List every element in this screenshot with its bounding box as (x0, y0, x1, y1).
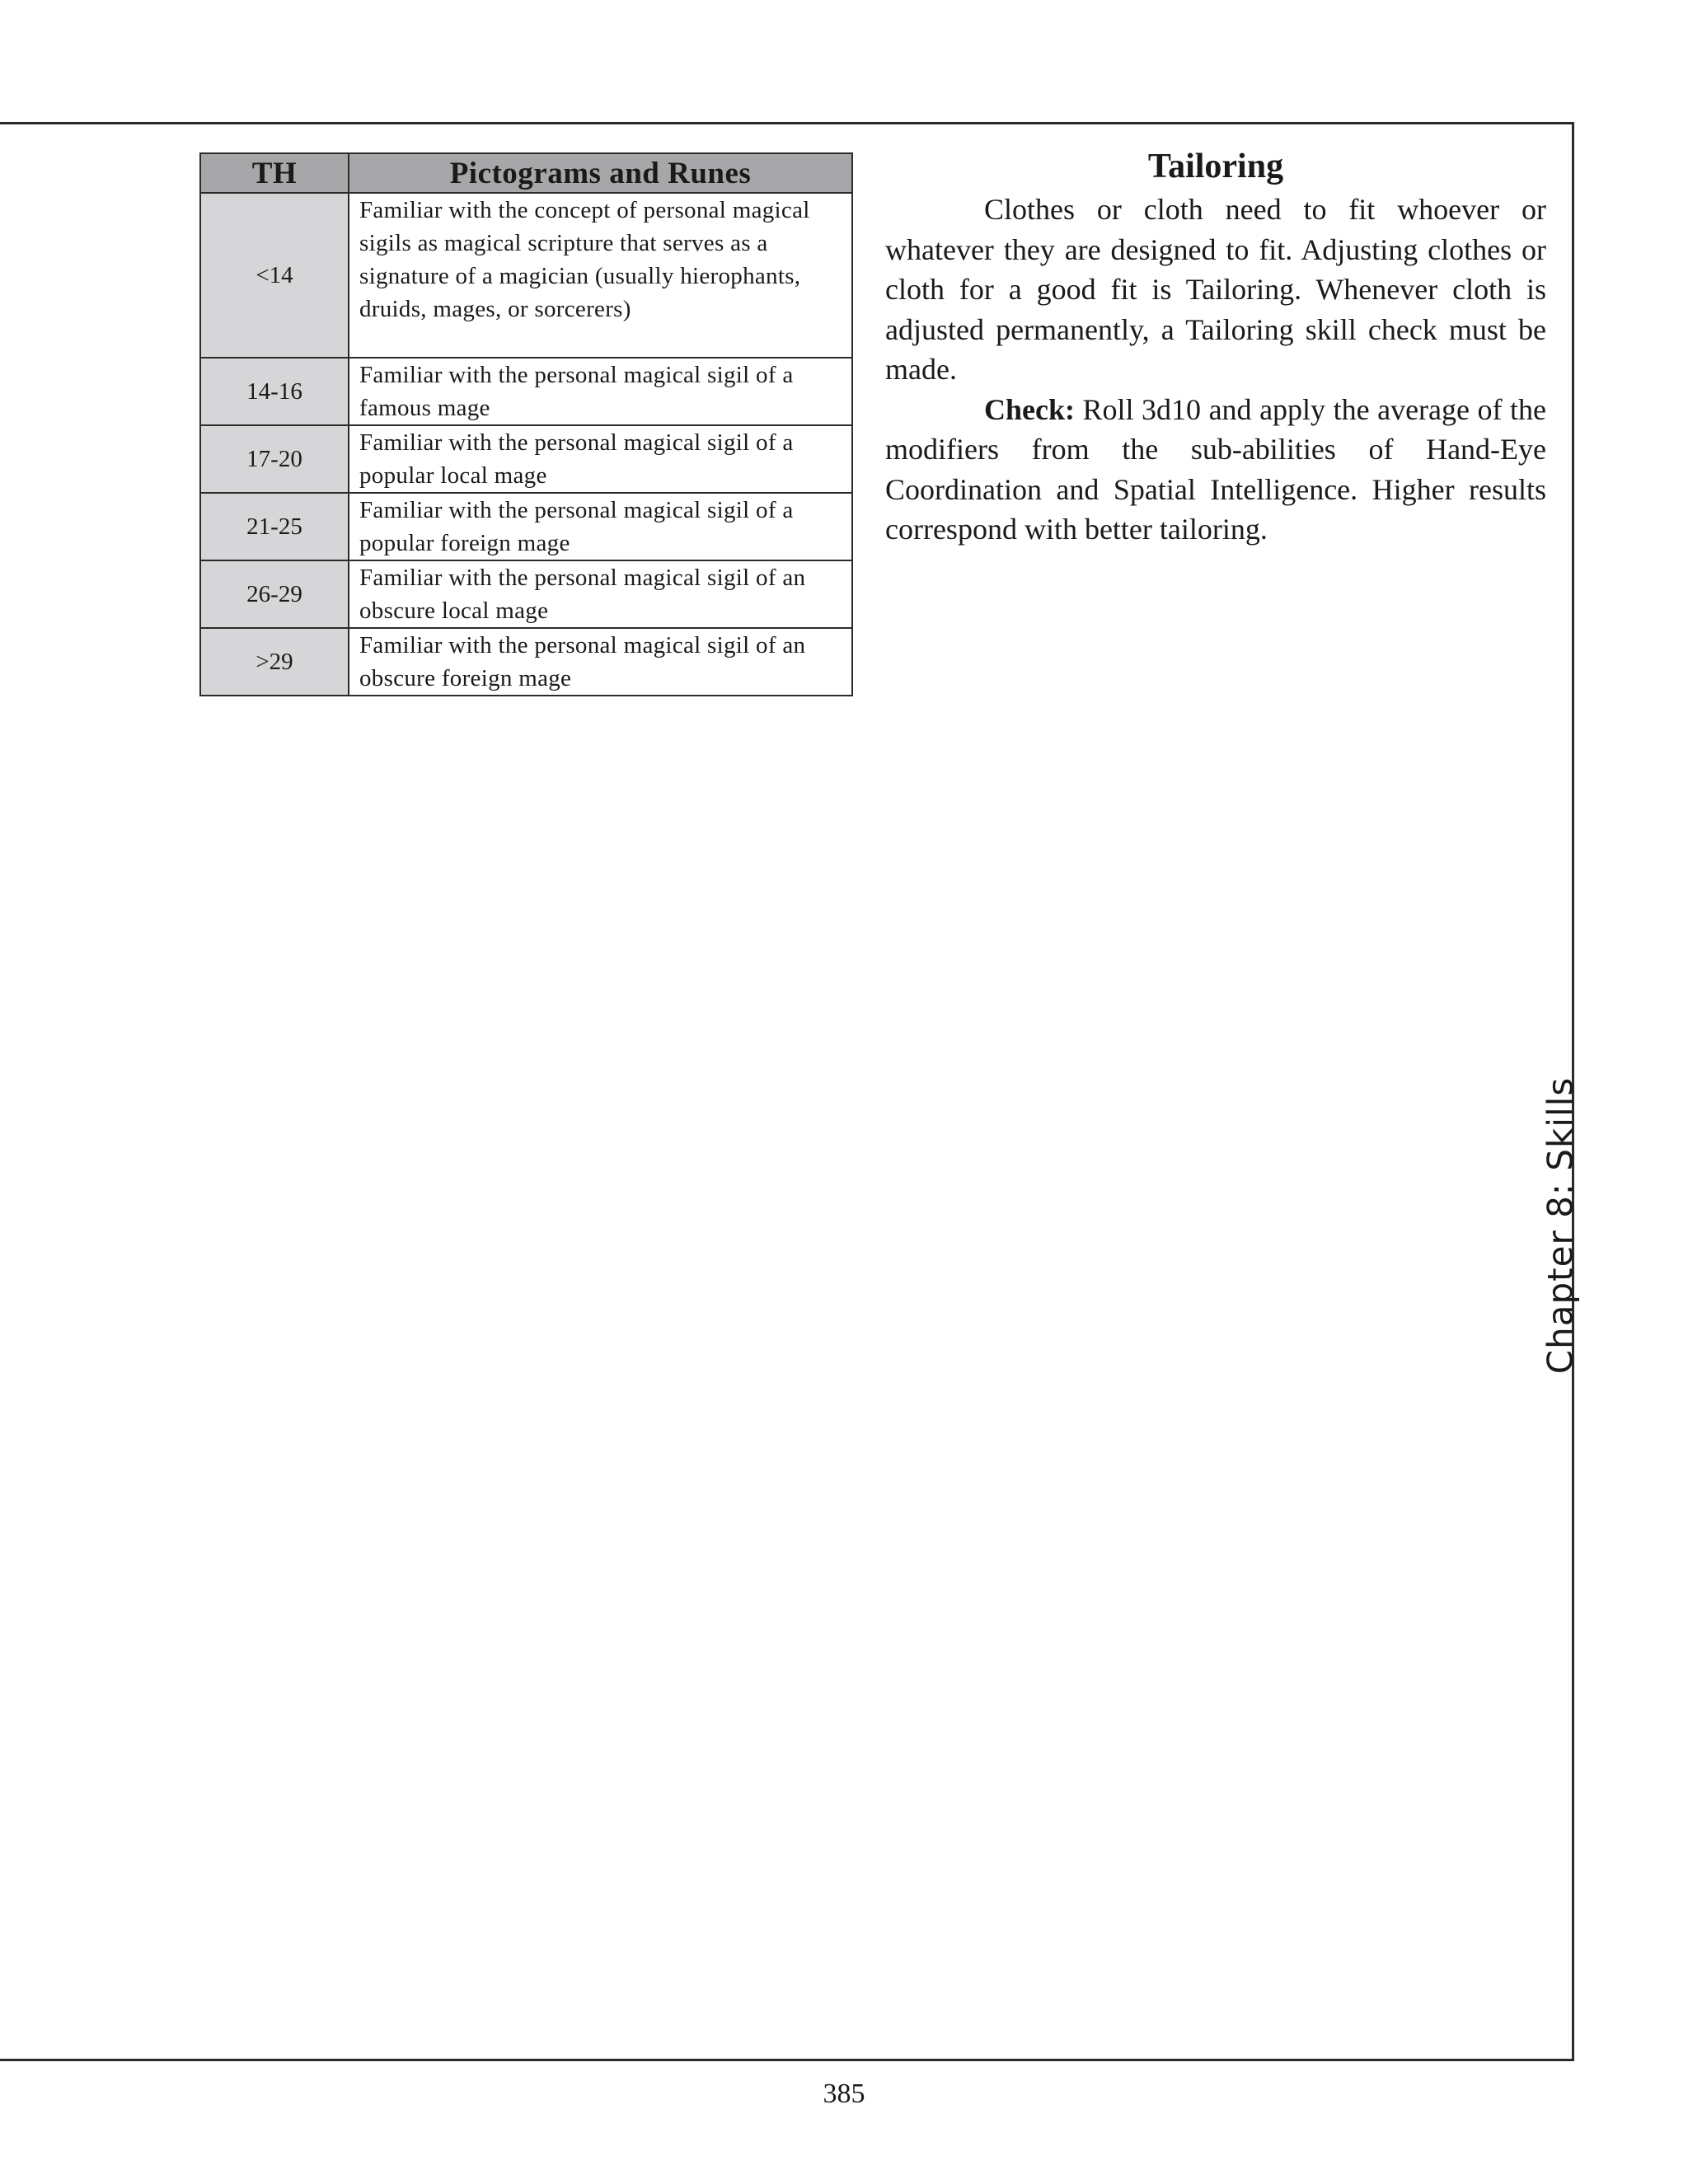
description-cell: Familiar with the personal magical sigil of an obscure local mage (349, 560, 852, 628)
pictograms-column-header: Pictograms and Runes (349, 153, 852, 193)
check-paragraph (885, 390, 1546, 550)
page-number: 385 (823, 2079, 865, 2109)
tailoring-paragraph: Clothes or cloth need to fit whoever or whatever they are designed to fit. Adjusting clothes or cloth for a good fit is Tailoring. Whenever cloth is adjusted permanently, a Tailoring skill check must be made. (885, 193, 1546, 386)
th-range-cell: 21-25 (200, 493, 349, 560)
description-cell: Familiar with the personal magical sigil of a famous mage (349, 358, 852, 425)
table-row (200, 493, 852, 560)
th-column-header: TH (200, 153, 349, 193)
pictograms-table (199, 152, 853, 696)
description-cell: Familiar with the personal magical sigil of an obscure foreign mage (349, 628, 852, 696)
description-cell: Familiar with the personal magical sigil of a popular foreign mage (349, 493, 852, 560)
description-cell: Familiar with the concept of personal magical sigils as magical scripture that serves as a signature of a magician (usually hierophants, druids, mages, or sorcerers) (349, 193, 852, 358)
th-range-cell: 17-20 (200, 425, 349, 493)
chapter-side-tab: Chapter 8: Skills (1540, 1076, 1581, 1375)
section-heading: Tailoring (1147, 148, 1284, 185)
table-row (200, 193, 852, 358)
tailoring-section (885, 145, 1546, 550)
table-row (200, 358, 852, 425)
th-range-cell: >29 (200, 628, 349, 696)
table-row (200, 425, 852, 493)
check-label: Check: (984, 392, 1075, 426)
check-text: Roll 3d10 and apply the average of the modifiers from the sub-abilities of Hand-Eye Coordination and Spatial Intelligence. Higher results correspond with better tailoring. (885, 392, 1546, 546)
description-cell: Familiar with the personal magical sigil of a popular local mage (349, 425, 852, 493)
table-header-row (200, 153, 852, 193)
th-range-cell: 26-29 (200, 560, 349, 628)
th-range-cell: <14 (200, 193, 349, 358)
table-row (200, 560, 852, 628)
th-range-cell: 14-16 (200, 358, 349, 425)
table-row (200, 628, 852, 696)
